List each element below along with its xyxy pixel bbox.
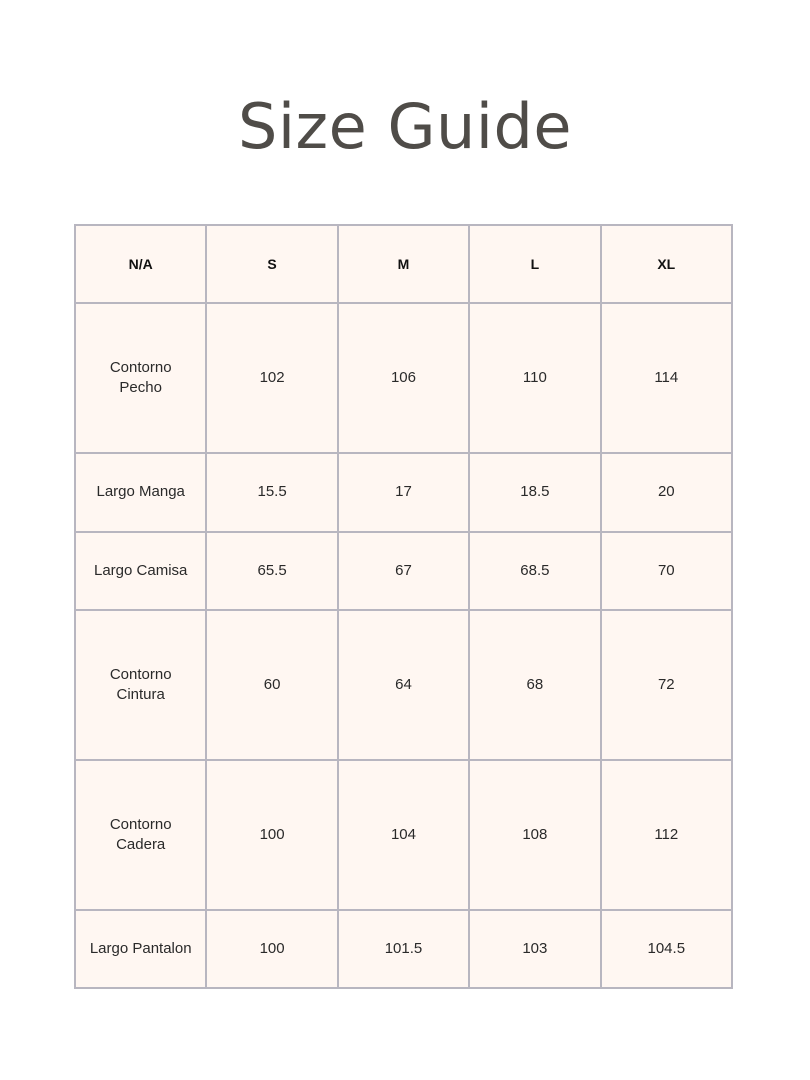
table-row (75, 760, 732, 910)
table-cell: 108 (469, 760, 600, 910)
table-row (75, 303, 732, 453)
row-label-cell (75, 910, 206, 988)
header-cell-l: L (469, 225, 600, 303)
table-cell: 101.5 (338, 910, 469, 988)
table-cell: 68.5 (469, 532, 600, 610)
row-label-cell (75, 453, 206, 531)
row-label: Contorno Cadera (109, 815, 172, 853)
header-cell-m: M (338, 225, 469, 303)
size-table (74, 224, 733, 989)
row-label: Largo Camisa (94, 561, 188, 579)
page-title: Size Guide (237, 90, 573, 163)
table-cell: 20 (601, 453, 732, 531)
table-cell: 110 (469, 303, 600, 453)
table-cell: 104.5 (601, 910, 732, 988)
table-cell: 114 (601, 303, 732, 453)
row-label: Contorno Cintura (109, 665, 172, 703)
header-cell-label: N/A (75, 225, 206, 303)
row-label: Largo Pantalon (89, 939, 192, 957)
table-cell: 18.5 (469, 453, 600, 531)
row-label-cell (75, 303, 206, 453)
row-label: Largo Manga (96, 483, 185, 501)
table-cell: 72 (601, 610, 732, 760)
row-label-cell (75, 760, 206, 910)
table-cell: 100 (206, 910, 337, 988)
table-cell: 15.5 (206, 453, 337, 531)
table-cell: 112 (601, 760, 732, 910)
table-cell: 65.5 (206, 532, 337, 610)
table-cell: 100 (206, 760, 337, 910)
table-row (75, 453, 732, 531)
table-cell: 64 (338, 610, 469, 760)
table-cell: 17 (338, 453, 469, 531)
header-cell-xl: XL (601, 225, 732, 303)
table-cell: 67 (338, 532, 469, 610)
table-cell: 104 (338, 760, 469, 910)
table-cell: 68 (469, 610, 600, 760)
table-row (75, 610, 732, 760)
row-label-cell (75, 610, 206, 760)
table-header-row (75, 225, 732, 303)
table-cell: 60 (206, 610, 337, 760)
row-label: Contorno Pecho (109, 359, 172, 397)
table-cell: 103 (469, 910, 600, 988)
header-cell-s: S (206, 225, 337, 303)
table-cell: 70 (601, 532, 732, 610)
table-row (75, 532, 732, 610)
table-cell: 102 (206, 303, 337, 453)
table-cell: 106 (338, 303, 469, 453)
row-label-cell (75, 532, 206, 610)
table-row (75, 910, 732, 988)
